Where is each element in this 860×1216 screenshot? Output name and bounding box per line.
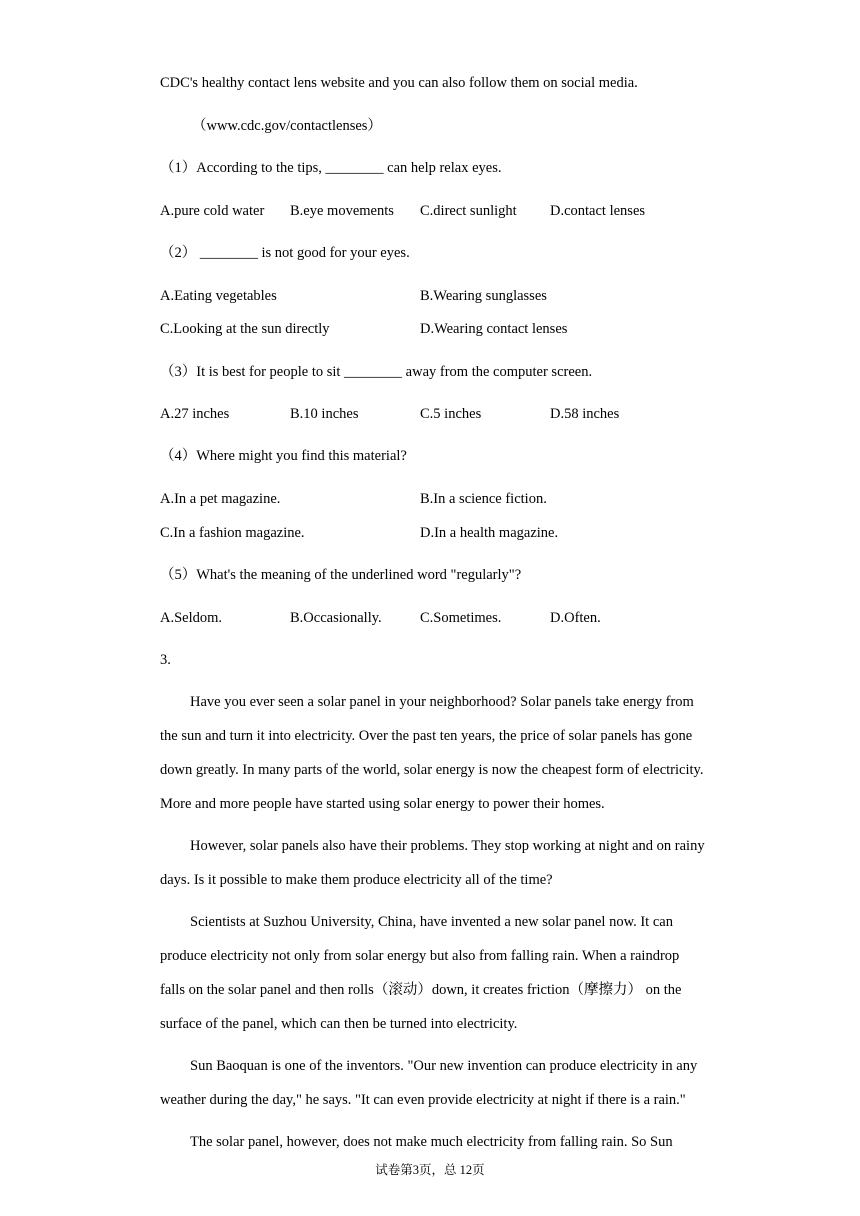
passage-line: Sun Baoquan is one of the inventors. "Our new invention can produce electricity in any	[190, 1058, 698, 1074]
question-stem: （1）According to the tips, ________ can help relax eyes.	[160, 160, 502, 176]
option-c: C.Looking at the sun directly	[160, 321, 330, 337]
option-c: C.5 inches	[420, 406, 482, 422]
option-b: B.Occasionally.	[290, 610, 382, 626]
option-d: D.contact lenses	[550, 203, 646, 219]
intro-url: （www.cdc.gov/contactlenses）	[192, 118, 382, 134]
passage-line: produce electricity not only from solar energy but also from falling rain. When a raindrop	[160, 948, 680, 964]
passage-line: down greatly. In many parts of the world, solar energy is now the cheapest form of electricity.	[160, 762, 704, 778]
option-d: D.In a health magazine.	[420, 525, 559, 541]
option-a: A.In a pet magazine.	[160, 491, 281, 507]
option-c: C.In a fashion magazine.	[160, 525, 305, 541]
passage-line: falls on the solar panel and then rolls（滚动）down, it creates friction（摩擦力） on the	[160, 982, 682, 998]
option-d: D.Wearing contact lenses	[420, 321, 568, 337]
passage-line: However, solar panels also have their problems. They stop working at night and on rainy	[190, 838, 705, 854]
passage-line: The solar panel, however, does not make much electricity from falling rain. So Sun	[190, 1134, 673, 1150]
option-b: B.10 inches	[290, 406, 359, 422]
question-stem: （2） ________ is not good for your eyes.	[160, 245, 410, 261]
passage-line: More and more people have started using solar energy to power their homes.	[160, 796, 605, 812]
intro-line: CDC's healthy contact lens website and you can also follow them on social media.	[160, 75, 638, 91]
passage-line: weather during the day," he says. "It can even provide electricity at night if there is a rain."	[160, 1092, 686, 1108]
page-footer: 试卷第3页，总 12页	[375, 1163, 485, 1177]
passage-line: Have you ever seen a solar panel in your neighborhood? Solar panels take energy from	[190, 694, 694, 710]
section-number: 3.	[160, 652, 171, 668]
passage-line: surface of the panel, which can then be turned into electricity.	[160, 1016, 518, 1032]
passage-line: Scientists at Suzhou University, China, have invented a new solar panel now. It can	[190, 914, 673, 930]
question-stem: （5）What's the meaning of the underlined word "regularly"?	[160, 567, 522, 583]
option-a: A.pure cold water	[160, 203, 265, 219]
option-c: C.direct sunlight	[420, 203, 517, 219]
option-d: D.58 inches	[550, 406, 620, 422]
option-a: A.27 inches	[160, 406, 230, 422]
option-c: C.Sometimes.	[420, 610, 502, 626]
option-b: B.In a science fiction.	[420, 491, 547, 507]
question-stem: （4）Where might you find this material?	[160, 448, 407, 464]
option-b: B.eye movements	[290, 203, 394, 219]
passage-line: the sun and turn it into electricity. Over the past ten years, the price of solar panels has gone	[160, 728, 693, 744]
option-d: D.Often.	[550, 610, 601, 626]
option-a: A.Eating vegetables	[160, 288, 277, 304]
passage-line: days. Is it possible to make them produce electricity all of the time?	[160, 872, 553, 888]
question-stem: （3）It is best for people to sit ________ away from the computer screen.	[160, 364, 593, 380]
option-a: A.Seldom.	[160, 610, 223, 626]
option-b: B.Wearing sunglasses	[420, 288, 547, 304]
